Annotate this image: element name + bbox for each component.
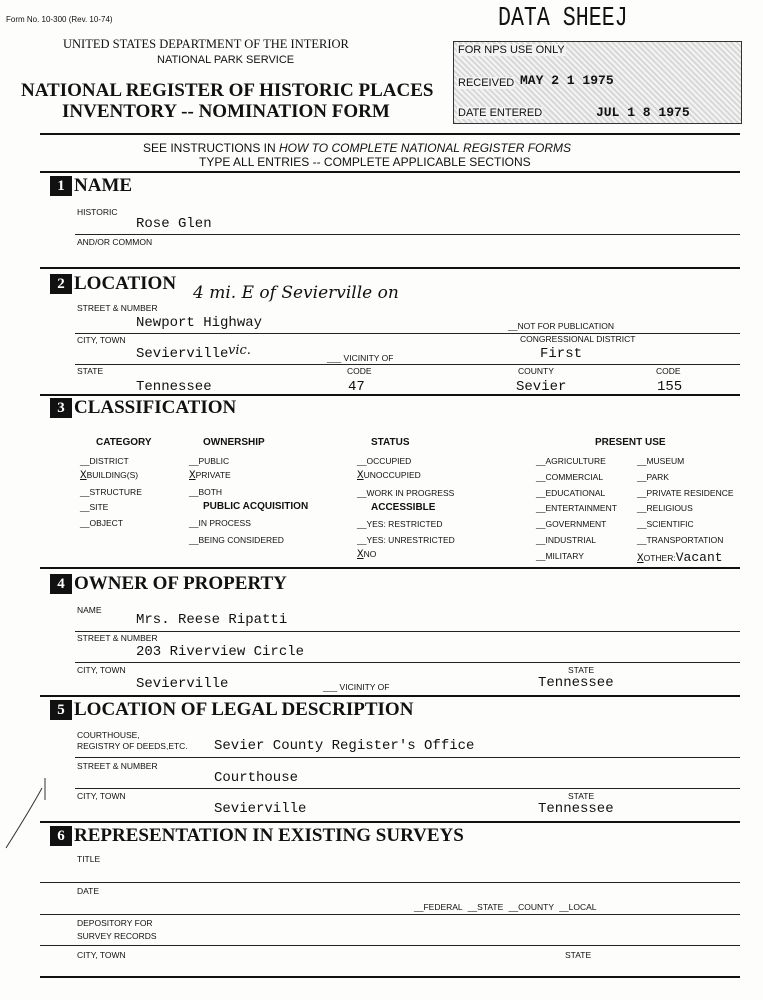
use-scientific: __SCIENTIFIC	[637, 519, 694, 529]
data-sheet-heading: DATA SHEEJ	[498, 4, 628, 34]
use-agriculture: __AGRICULTURE	[536, 456, 606, 466]
legal-city-value: Sevierville	[214, 801, 307, 817]
owner-vicinity-label: ___ VICINITY OF	[323, 682, 390, 692]
category-object: __OBJECT	[80, 518, 123, 528]
historic-label: HISTORIC	[77, 207, 118, 217]
owner-name-label: NAME	[77, 605, 102, 615]
margin-pencil-mark	[0, 760, 60, 860]
state-label: STATE	[77, 366, 104, 376]
street-value: Newport Highway	[136, 315, 263, 331]
section-3-heading: 3 CLASSIFICATION	[50, 397, 236, 419]
status-work-in-progress: __WORK IN PROGRESS	[357, 488, 455, 498]
accessible-heading: ACCESSIBLE	[371, 502, 436, 513]
status-occupied: __OCCUPIED	[357, 456, 412, 466]
ownership-private: XPRIVATE	[189, 470, 231, 482]
service-name: NATIONAL PARK SERVICE	[157, 54, 295, 66]
courthouse-label-2: REGISTRY OF DEEDS,ETC.	[77, 741, 188, 751]
received-label: RECEIVED	[458, 77, 515, 89]
survey-city-label: CITY, TOWN	[77, 950, 126, 960]
use-government: __GOVERNMENT	[536, 519, 607, 529]
survey-date-label: DATE	[77, 886, 100, 896]
use-other: XOTHER:Vacant	[637, 550, 723, 565]
form-title-line2: INVENTORY -- NOMINATION FORM	[62, 101, 390, 122]
ownership-heading: OWNERSHIP	[203, 437, 265, 448]
status-heading: STATUS	[371, 437, 410, 448]
owner-street-value: 203 Riverview Circle	[136, 644, 305, 660]
category-heading: CATEGORY	[96, 437, 152, 448]
legal-city-label: CITY, TOWN	[77, 791, 126, 801]
use-industrial: __INDUSTRIAL	[536, 535, 596, 545]
common-name-label: AND/OR COMMON	[77, 237, 153, 247]
form-number: Form No. 10-300 (Rev. 10-74)	[6, 15, 113, 24]
legal-state-label: STATE	[568, 791, 595, 801]
owner-state-value: Tennessee	[538, 675, 614, 691]
use-religious: __RELIGIOUS	[637, 503, 693, 513]
section-5-heading: 5 LOCATION OF LEGAL DESCRIPTION	[50, 699, 413, 721]
date-entered-value: JUL 1 8 1975	[596, 105, 690, 120]
use-military: __MILITARY	[536, 551, 584, 561]
accessible-unrestricted: __YES: UNRESTRICTED	[357, 535, 455, 545]
instructions-line1: SEE INSTRUCTIONS IN HOW TO COMPLETE NATIONAL REGISTER FORMS	[143, 141, 572, 155]
use-transportation: __TRANSPORTATION	[637, 535, 724, 545]
owner-city-label: CITY, TOWN	[77, 665, 126, 675]
owner-street-label: STREET & NUMBER	[77, 633, 158, 643]
use-park: __PARK	[637, 472, 669, 482]
category-structure: __STRUCTURE	[80, 487, 142, 497]
acquisition-being-considered: __BEING CONSIDERED	[189, 535, 284, 545]
vicinity-of-label: ___ VICINITY OF	[327, 353, 394, 363]
county-code-label: CODE	[656, 366, 681, 376]
section-2-heading: 2 LOCATION	[50, 273, 176, 295]
survey-levels: __FEDERAL __STATE __COUNTY __LOCAL	[414, 902, 597, 912]
county-value: Sevier	[516, 379, 567, 395]
use-commercial: __COMMERCIAL	[536, 472, 604, 482]
present-use-heading: PRESENT USE	[595, 437, 666, 448]
county-label: COUNTY	[518, 366, 554, 376]
form-title-line1: NATIONAL REGISTER OF HISTORIC PLACES	[21, 80, 434, 101]
use-entertainment: __ENTERTAINMENT	[536, 503, 617, 513]
city-town-label: CITY, TOWN	[77, 335, 126, 345]
legal-street-value: Courthouse	[214, 770, 299, 786]
city-value: Sevierville	[136, 346, 229, 362]
ownership-both: __BOTH	[189, 487, 223, 497]
accessible-restricted: __YES: RESTRICTED	[357, 519, 443, 529]
survey-title-label: TITLE	[77, 854, 101, 864]
date-entered-label: DATE ENTERED	[458, 107, 543, 119]
section-4-heading: 4 OWNER OF PROPERTY	[50, 573, 287, 595]
status-unoccupied: XUNOCCUPIED	[357, 470, 421, 482]
congressional-district-value: First	[540, 346, 583, 362]
category-site: __SITE	[80, 502, 109, 512]
use-museum: __MUSEUM	[637, 456, 685, 466]
owner-city-value: Sevierville	[136, 676, 229, 692]
acquisition-in-process: __IN PROCESS	[189, 518, 251, 528]
owner-name-value: Mrs. Reese Ripatti	[136, 612, 288, 628]
instructions-line2: TYPE ALL ENTRIES -- COMPLETE APPLICABLE SECTIONS	[199, 155, 531, 169]
owner-state-label: STATE	[568, 665, 595, 675]
historic-name-value: Rose Glen	[136, 216, 212, 232]
public-acquisition-heading: PUBLIC ACQUISITION	[203, 501, 309, 512]
handwritten-location-note: 4 mi. E of Sevierville on	[193, 283, 399, 303]
survey-state-label: STATE	[565, 950, 592, 960]
use-educational: __EDUCATIONAL	[536, 488, 606, 498]
department-name: UNITED STATES DEPARTMENT OF THE INTERIOR	[63, 37, 349, 51]
not-for-publication-label: __NOT FOR PUBLICATION	[508, 321, 614, 331]
category-district: __DISTRICT	[80, 456, 129, 466]
category-buildings: XBUILDING(S)	[80, 470, 139, 482]
county-code-value: 155	[657, 379, 683, 395]
courthouse-label-1: COURTHOUSE,	[77, 730, 140, 740]
state-value: Tennessee	[136, 379, 212, 395]
vicinity-handwritten: vic.	[228, 343, 251, 358]
state-code-value: 47	[348, 379, 365, 395]
section-1-heading: 1 NAME	[50, 175, 132, 197]
depository-label-1: DEPOSITORY FOR	[77, 918, 153, 928]
ownership-public: __PUBLIC	[189, 456, 230, 466]
depository-label-2: SURVEY RECORDS	[77, 931, 157, 941]
nps-use-only-label: FOR NPS USE ONLY	[458, 44, 565, 56]
courthouse-value: Sevier County Register's Office	[214, 738, 475, 754]
code-label: CODE	[347, 366, 372, 376]
divider	[40, 171, 740, 173]
accessible-no: XNO	[357, 549, 377, 561]
street-number-label: STREET & NUMBER	[77, 303, 158, 313]
congressional-district-label: CONGRESSIONAL DISTRICT	[520, 334, 636, 344]
section-6-heading: 6 REPRESENTATION IN EXISTING SURVEYS	[50, 825, 464, 847]
legal-state-value: Tennessee	[538, 801, 614, 817]
divider	[40, 133, 740, 135]
use-private-residence: __PRIVATE RESIDENCE	[637, 488, 734, 498]
nps-use-only-box	[453, 41, 742, 124]
received-date: MAY 2 1 1975	[520, 73, 614, 88]
legal-street-label: STREET & NUMBER	[77, 761, 158, 771]
